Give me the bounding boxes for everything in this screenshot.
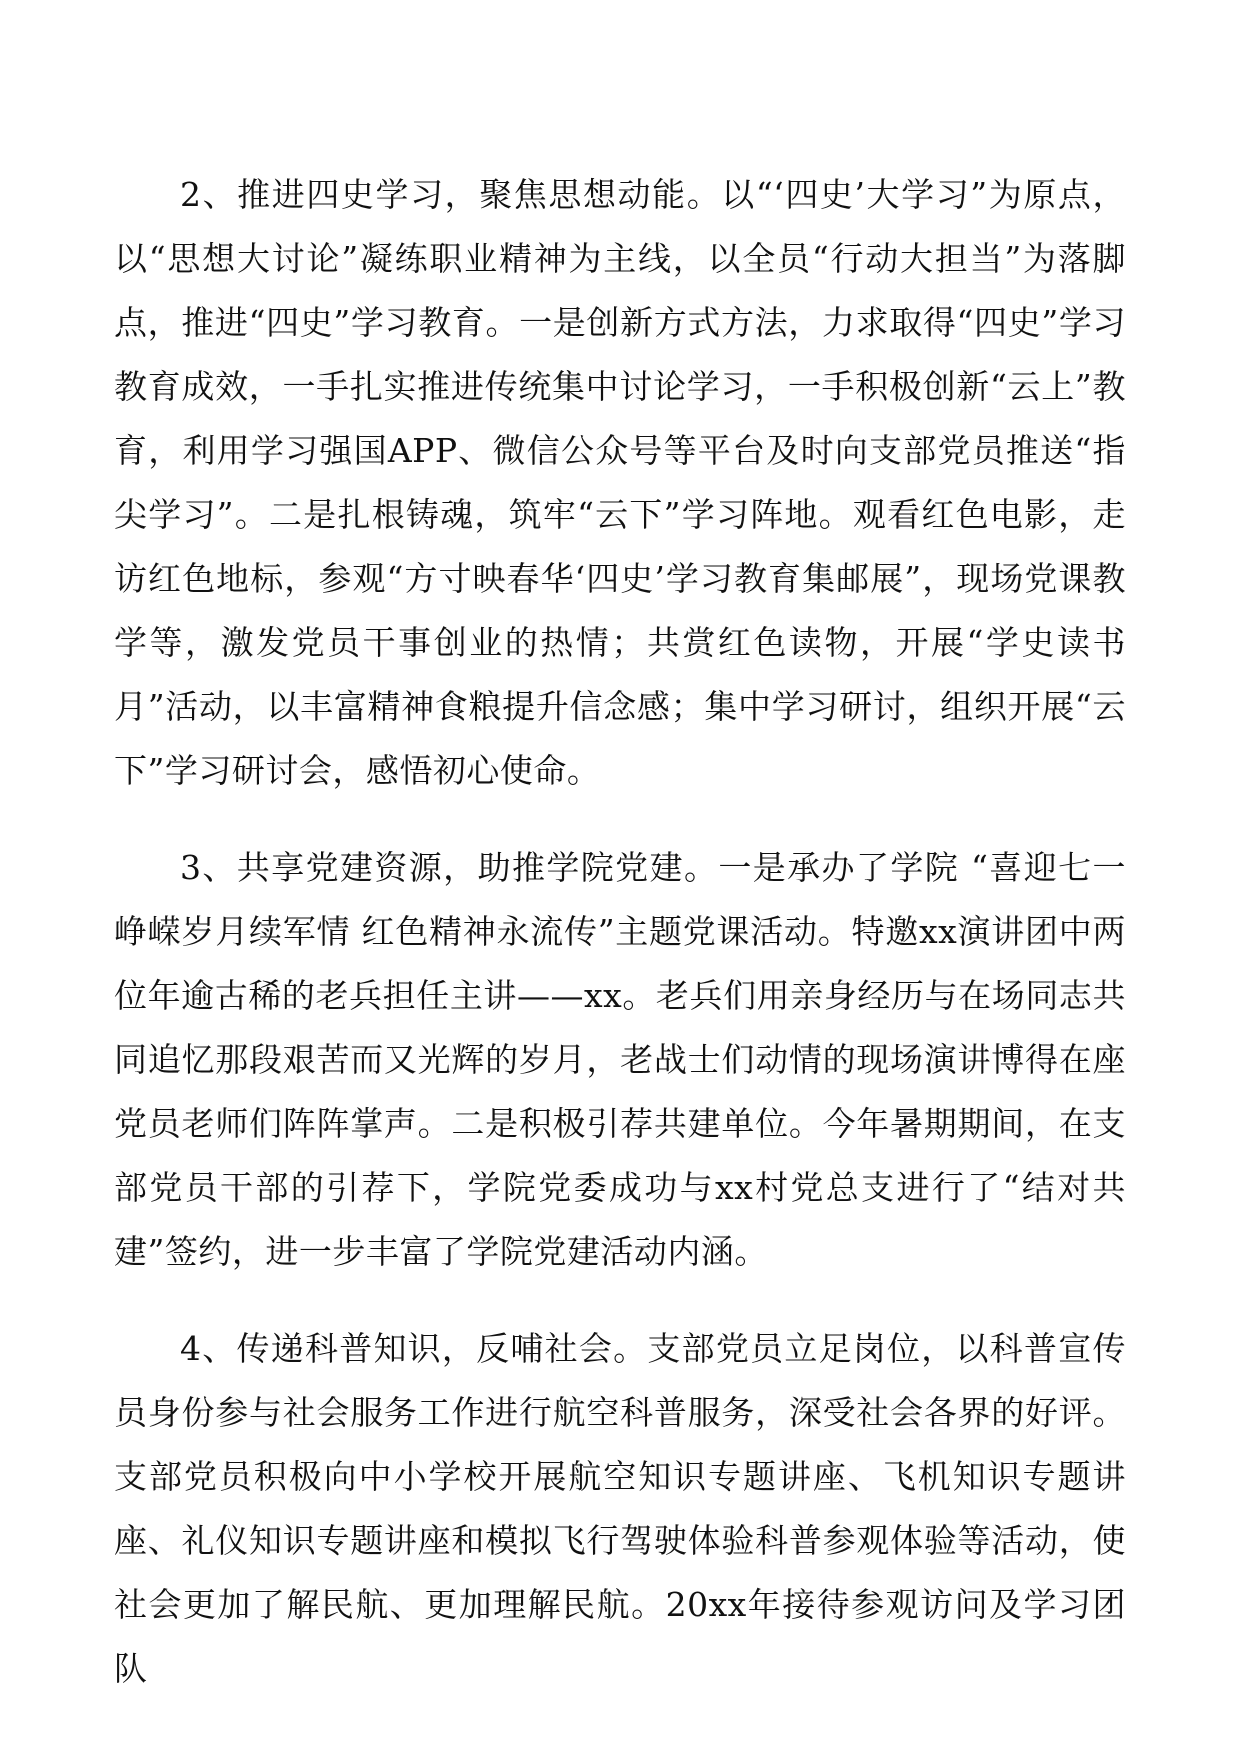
paragraph-study-four-histories: 2、推进四史学习，聚焦思想动能。以“‘四史’大学习”为原点，以“思想大讨论”凝练职业精神为主线，以全员“行动大担当”为落脚点，推进“四史”学习教育。一是创新方式方法，力求取得“四史”学习教育成效，一手扎实推进传统集中讨论学习，一手积极创新“云上”教育，利用学习强国APP、微信公众号等平台及时向支部党员推送“指尖学习”。二是扎根铸魂，筑牢“云下”学习阵地。观看红色电影，走访红色地标，参观“方寸映春华‘四史’学习教育集邮展”，现场党课教学等，激发党员干事创业的热情；共赏红色读物，开展“学史读书月”活动，以丰富精神食粮提升信念感；集中学习研讨，组织开展“云下”学习研讨会，感悟初心使命。 (114, 175, 1126, 790)
paragraph-share-party-resources: 3、共享党建资源，助推学院党建。一是承办了学院 “喜迎七一 峥嵘岁月续军情 红色精神永流传”主题党课活动。特邀xx演讲团中两位年逾古稀的老兵担任主讲——xx。老兵们用亲身经历与在场同志共同追忆那段艰苦而又光辉的岁月，老战士们动情的现场演讲博得在座党员老师们阵阵掌声。二是积极引荐共建单位。今年暑期期间，在支部党员干部的引荐下，学院党委成功与xx村党总支进行了“结对共建”签约，进一步丰富了学院党建活动内涵。 (114, 848, 1126, 1271)
paragraph-science-popularization: 4、传递科普知识，反哺社会。支部党员立足岗位，以科普宣传员身份参与社会服务工作进行航空科普服务，深受社会各界的好评。支部党员积极向中小学校开展航空知识专题讲座、飞机知识专题讲座、礼仪知识专题讲座和模拟飞行驾驶体验科普参观体验等活动，使社会更加了解民航、更加理解民航。20xx年接待参观访问及学习团队 (114, 1329, 1126, 1688)
document-page (114, 163, 1126, 1734)
